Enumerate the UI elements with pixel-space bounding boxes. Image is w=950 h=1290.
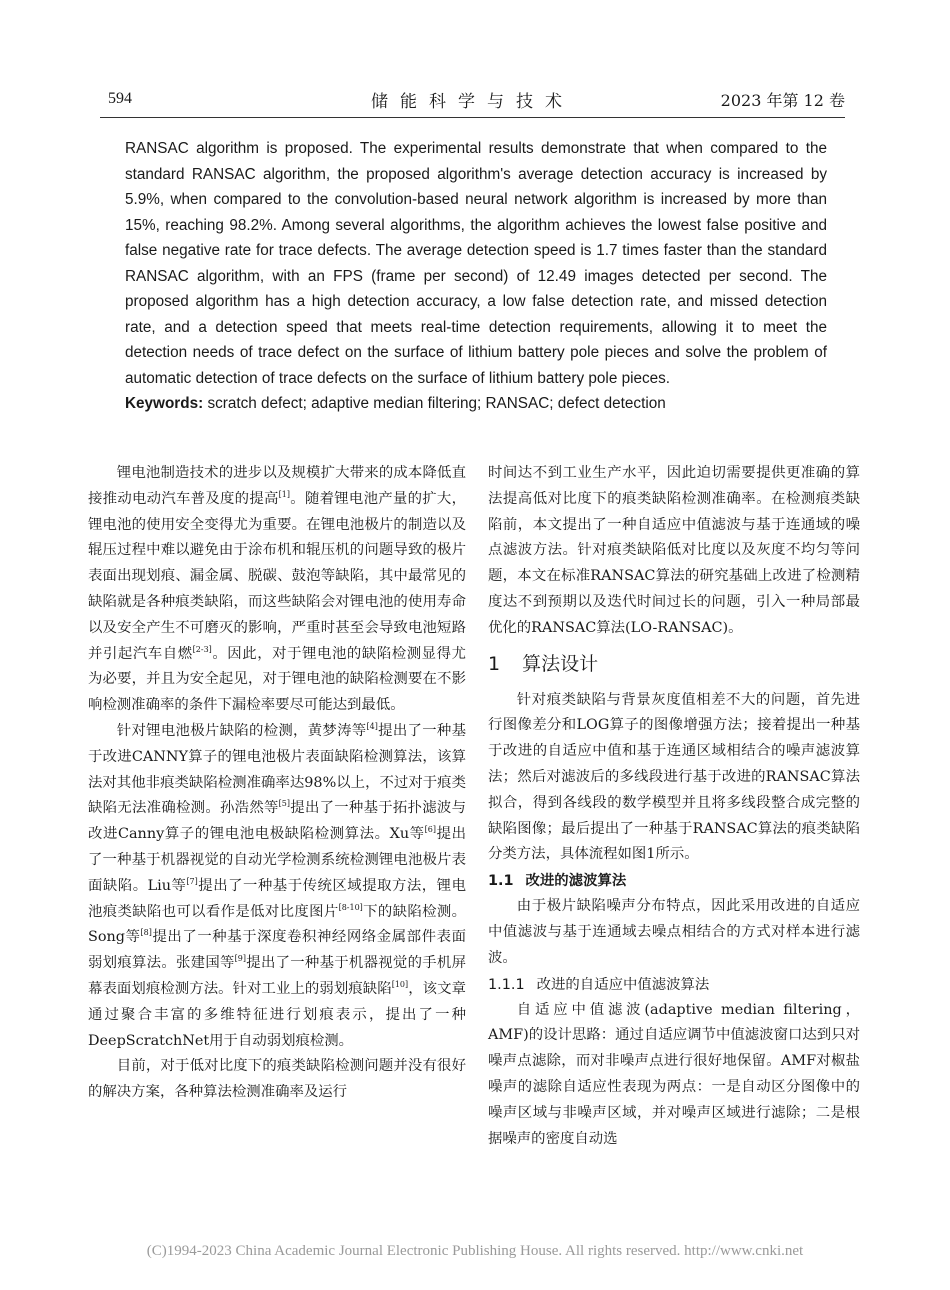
keywords-line — [125, 391, 827, 417]
header-rule — [100, 117, 845, 118]
subsection-1-1-paragraph: 由于极片缺陷噪声分布特点，因此采用改进的自适应中值滤波与基于连通域去噪点相结合的方式对样本进行滤波。 — [488, 898, 860, 966]
citation: [6] — [424, 825, 437, 835]
intro-paragraph-3-cont: 时间达不到工业生产水平，因此迫切需要提供更准确的算法提高低对比度下的痕类缺陷检测准确率。在检测痕类缺陷前，本文提出了一种自适应中值滤波与基于连通域的噪点滤波方法。针对痕类缺陷低对比度以及灰度不均匀等问题，本文在标准RANSAC算法的研究基础上改进了检测精度达不到预期以及迭代时间过长的问题，引入一种局部最优化的RANSAC算法(LO-RANSAC)。 — [488, 465, 860, 636]
volume-label: 2023 年第 12 卷 — [720, 91, 845, 110]
page-number: 594 — [108, 90, 132, 107]
section-number: 1 — [488, 652, 501, 675]
citation: [1] — [278, 490, 290, 499]
page-header — [100, 84, 845, 114]
citation: [9] — [234, 954, 246, 964]
subsection-heading-1-1: 1.1 改进的滤波算法 — [488, 873, 627, 890]
citation: [10] — [391, 980, 409, 990]
citation: [8] — [140, 928, 152, 938]
citation: [5] — [278, 799, 290, 809]
keywords-text: scratch defect; adaptive median filtering; RANSAC; defect detection — [207, 395, 666, 412]
intro-paragraph-3: 目前，对于低对比度下的痕类缺陷检测问题并没有很好的解决方案，各种算法检测准确率及运行 — [88, 1058, 466, 1101]
intro-paragraph-2: 针对锂电池极片缺陷的检测，黄梦涛等[4]提出了一种基于改进CANNY算子的锂电池极片表面缺陷检测算法，该算法对其他非痕类缺陷检测准确率达98%以上，不过对于痕类缺陷无法准确检测。孙浩然等[5]提出了一种基于拓扑滤波与改进Canny算子的锂电池电极缺陷检测算法。Xu等[6]提出了一种基于机器视觉的自动光学检测系统检测锂电池极片表面缺陷。Liu等[7]提出了一种基于传统区域提取方法，锂电池痕类缺陷也可以看作是低对比度图片[8-10]下的缺陷检测。Song等[8]提出了一种基于深度卷积神经网络金属部件表面弱划痕算法。张建国等[9]提出了一种基于机器视觉的手机屏幕表面划痕检测方法。针对工业上的弱划痕缺陷[10]，该文章通过聚合丰富的多维特征进行划痕表示，提出了一种DeepScratchNet用于自动弱划痕检测。 — [88, 722, 466, 1049]
section-heading-1 — [488, 648, 860, 680]
journal-title: 储能科学与技术 — [371, 92, 574, 112]
english-abstract — [125, 136, 827, 417]
right-column — [488, 461, 860, 1152]
citation: [8-10] — [338, 902, 363, 912]
subsection-1-1-1-paragraph: 自适应中值滤波(adaptive median filtering，AMF)的设计思路：通过自适应调节中值滤波窗口达到只对噪声点滤除，而对非噪声点进行很好地保留。AMF对椒盐噪声的滤除自适应性表现为两点：一是自动区分图像中的噪声区域与非噪声区域，并对噪声区域进行滤除；二是根据噪声的密度自动选 — [488, 1001, 860, 1147]
keywords-label: Keywords: — [125, 395, 204, 412]
left-column — [88, 461, 466, 1106]
copyright-footer: (C)1994-2023 China Academic Journal Electronic Publishing House. All rights reserved. http://www.cnki.net — [146, 1243, 804, 1259]
subsection-heading-1-1-1: 1.1.1 改进的自适应中值滤波算法 — [488, 976, 710, 993]
abstract-text: RANSAC algorithm is proposed. The experimental results demonstrate that when compared to the standard RANSAC algorithm, the proposed algorithm's average detection accuracy is increased by 5.9%, when compared to the convolution-based neural network algorithm is increased by more than 15%, reaching 98.2%. Among several algorithms, the algorithm achieves the lowest false positive and false negative rate for trace defects. The average detection speed is 1.7 times faster than the standard RANSAC algorithm, with an FPS (frame per second) of 12.49 images detected per second. The proposed algorithm has a high detection accuracy, a low false detection rate, and missed detection rate, and a detection speed that meets real-time detection requirements, allowing it to meet the detection needs of trace defect on the surface of lithium battery pole pieces and solve the problem of automatic detection of trace defects on the surface of lithium battery pole pieces. — [125, 140, 827, 387]
citation: [2-3] — [192, 644, 212, 654]
citation: [4] — [366, 722, 378, 732]
section-1-paragraph: 针对痕类缺陷与背景灰度值相差不大的问题，首先进行图像差分和LOG算子的图像增强方法；接着提出一种基于改进的自适应中值和基于连通区域相结合的噪声滤波算法；然后对滤波后的多线段进行基于改进的RANSAC算法拟合，得到各线段的数学模型并且将多线段整合成完整的缺陷图像；最后提出了一种基于RANSAC算法的痕类缺陷分类方法，具体流程如图1所示。 — [488, 691, 860, 863]
section-title: 算法设计 — [522, 652, 599, 675]
intro-paragraph-1: 锂电池制造技术的进步以及规模扩大带来的成本降低直接推动电动汽车普及度的提高[1]。随着锂电池产量的扩大，锂电池的使用安全变得尤为重要。在锂电池极片的制造以及辊压过程中难以避免由于涂布机和辊压机的问题导致的极片表面出现划痕、漏金属、脱碳、鼓泡等缺陷，其中最常见的缺陷就是各种痕类缺陷，而这些缺陷会对锂电池的使用寿命以及安全产生不可磨灭的影响，严重时甚至会导致电池短路并引起汽车自燃[2-3]。因此，对于锂电池的缺陷检测显得尤为必要，并且为安全起见，对于锂电池的缺陷检测要在不影响检测准确率的条件下漏检率要尽可能达到最低。 — [88, 465, 466, 714]
citation: [7] — [186, 876, 198, 886]
